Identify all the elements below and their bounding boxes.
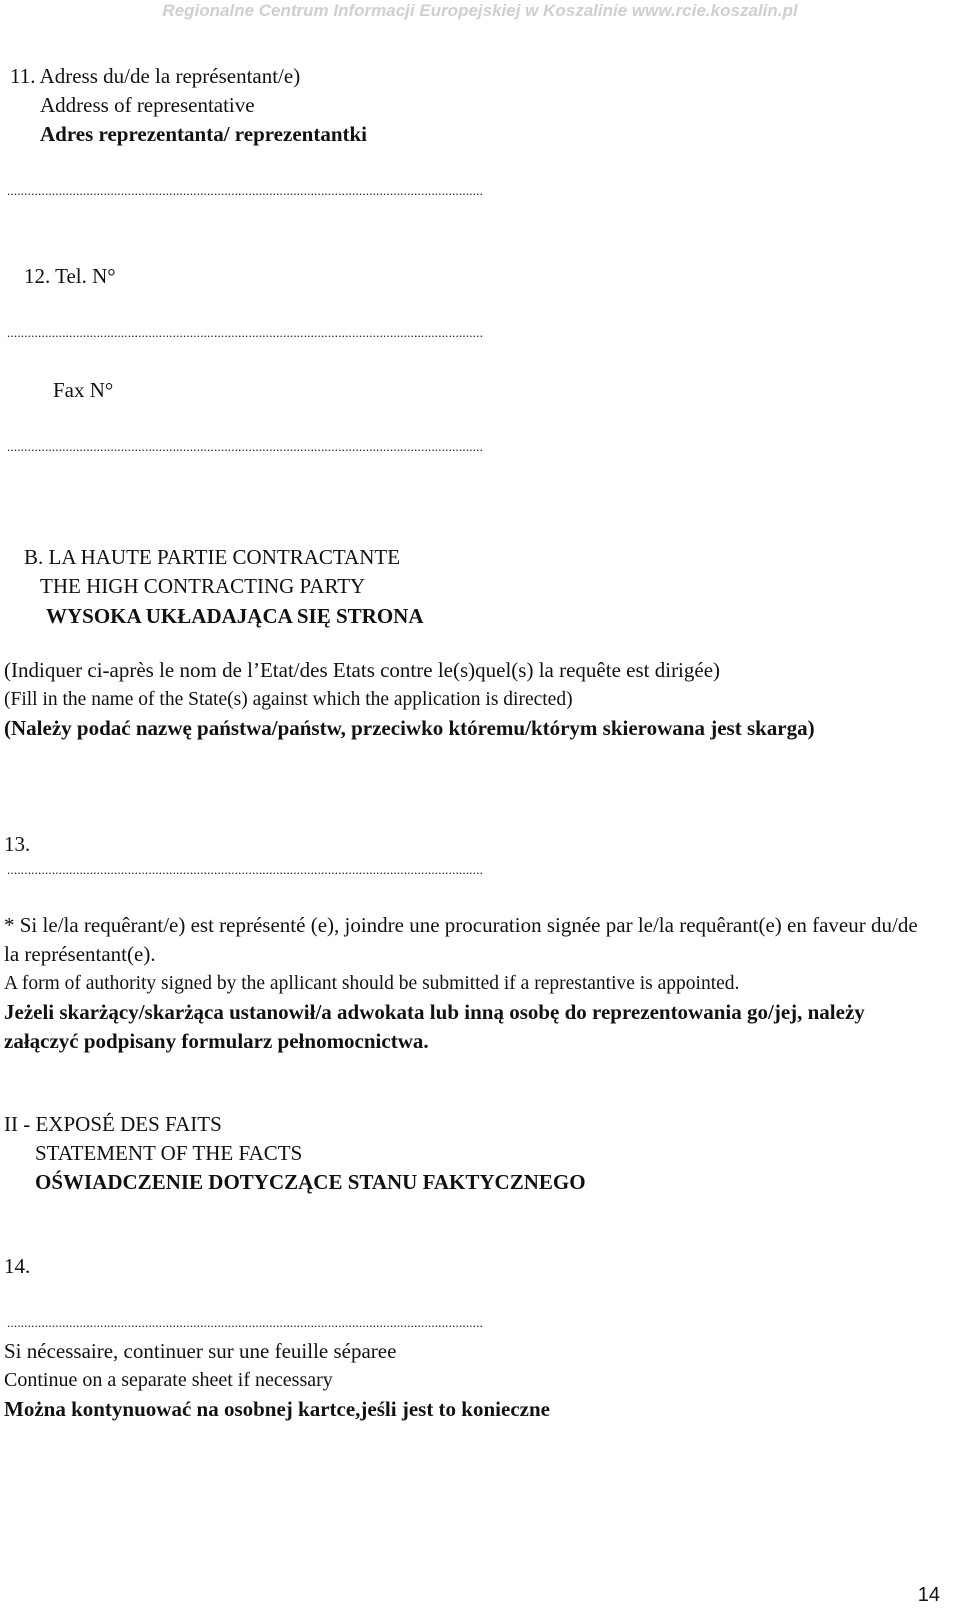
continue-note-fr: Si nécessaire, continuer sur une feuille séparee — [4, 1339, 397, 1363]
item11-label-en: Address of representative — [40, 93, 255, 117]
representation-note-en: A form of authority signed by the apllicant should be submitted if a represtantive is appointed. — [4, 973, 740, 994]
item14-label: 14. — [4, 1254, 31, 1278]
item14-fill-line: .......................................................................................................................................... — [7, 1316, 484, 1330]
section-b-instruction-en: (Fill in the name of the State(s) against which the application is directed) — [4, 689, 573, 710]
item12-tel-fill-line: .......................................................................................................................................... — [7, 326, 484, 340]
item12-fax-label: Fax N° — [53, 378, 114, 402]
section-b-title-pl: WYSOKA UKŁADAJĄCA SIĘ STRONA — [46, 604, 424, 628]
item11-label-fr: 11. Adress du/de la représentant/e) — [10, 64, 301, 88]
section-ii-title-fr: II - EXPOSÉ DES FAITS — [4, 1112, 222, 1136]
section-b-title-fr: B. LA HAUTE PARTIE CONTRACTANTE — [24, 545, 401, 569]
page-header: Regionalne Centrum Informacji Europejskiej w Koszalinie www.rcie.koszalin.pl — [162, 1, 798, 20]
item12-tel-label: 12. Tel. N° — [24, 264, 116, 288]
item11-fill-line: .......................................................................................................................................... — [7, 184, 484, 198]
continue-note-en: Continue on a separate sheet if necessary — [4, 1369, 333, 1391]
continue-note-pl: Można kontynuować na osobnej kartce,jeśli jest to konieczne — [4, 1397, 550, 1421]
representation-note-pl: Jeżeli skarżący/skarżąca ustanowił/a adwokata lub inną osobę do reprezentowania go/jej, należy załączyć podpisany formularz pełnomocnictwa. — [4, 1000, 865, 1053]
item12-fax-fill-line: .......................................................................................................................................... — [7, 440, 484, 454]
section-b-title-en: THE HIGH CONTRACTING PARTY — [40, 574, 366, 598]
item11-label-pl: Adres reprezentanta/ reprezentantki — [40, 122, 368, 146]
section-ii-title-en: STATEMENT OF THE FACTS — [35, 1141, 303, 1165]
representation-note-fr: * Si le/la requêrant/e) est représenté (e), joindre une procuration signée par le/la requêrant(e) en faveur du/de la représentant(e). — [4, 913, 918, 966]
section-b-instruction-pl: (Należy podać nazwę państwa/państw, przeciwko któremu/którym skierowana jest skarga) — [4, 716, 815, 740]
item13-label: 13. — [4, 832, 31, 856]
section-b-instruction-fr: (Indiquer ci-après le nom de l’Etat/des Etats contre le(s)quel(s) la requête est dirigée) — [4, 658, 721, 682]
page-number: 14 — [917, 1584, 940, 1606]
section-ii-title-pl: OŚWIADCZENIE DOTYCZĄCE STANU FAKTYCZNEGO — [35, 1170, 586, 1194]
item13-fill-line: .......................................................................................................................................... — [7, 863, 484, 877]
